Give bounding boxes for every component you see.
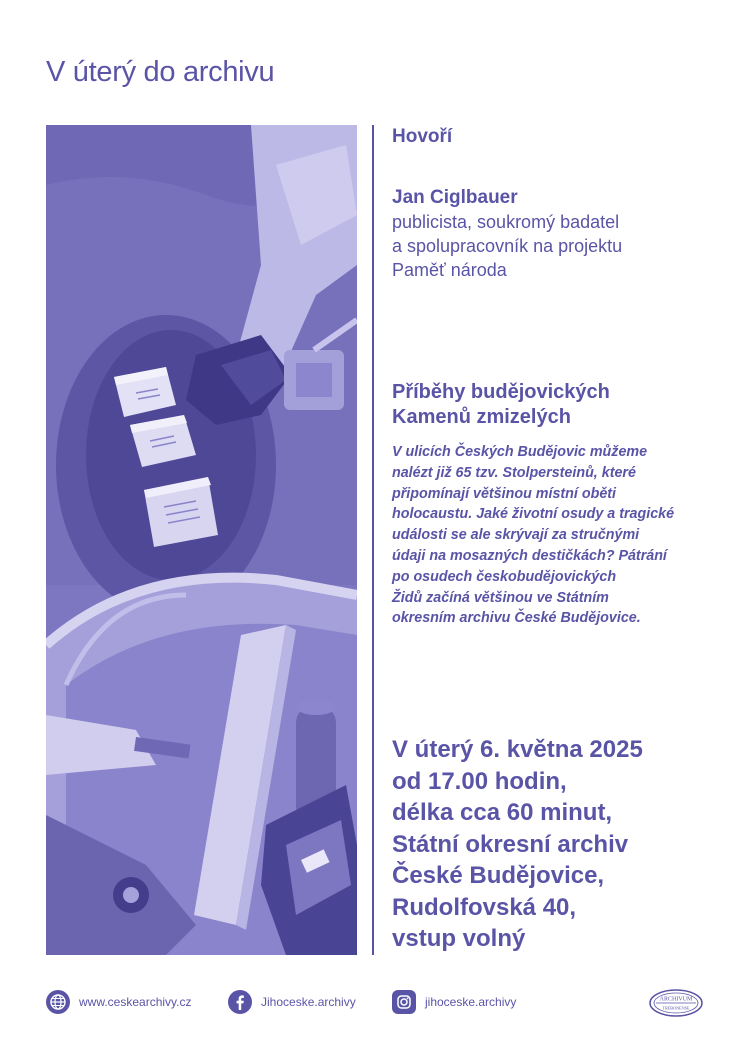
archive-seal-logo (648, 988, 704, 1023)
footer-instagram-text: jihoceske.archivy (425, 995, 517, 1009)
event-duration: délka cca 60 minut, (392, 799, 613, 826)
description-line: V ulicích Českých Budějovic můžeme (392, 444, 648, 460)
speaker-name: Jan Ciglbauer (392, 187, 518, 208)
globe-icon (46, 990, 70, 1014)
stolpersteine-photo (46, 125, 357, 955)
lecture-title-line: Kamenů zmizelých (392, 406, 571, 428)
event-details (392, 734, 732, 955)
lecture-title-line: Příběhy budějovických (392, 381, 610, 403)
footer-web-text: www.ceskearchivy.cz (79, 995, 192, 1009)
description-line: Židů začíná většinou ve Státním (392, 589, 609, 606)
event-city: České Budějovice, (392, 862, 605, 889)
speaker-role-line: Paměť národa (392, 260, 507, 280)
facebook-icon (228, 990, 252, 1014)
description-line: nalézt již 65 tzv. Stolpersteinů, které (392, 464, 636, 481)
speaker-role-line: a spolupracovník na projektu (392, 236, 623, 256)
event-time: od 17.00 hodin, (392, 767, 567, 795)
lecture-description (392, 442, 712, 629)
description-line: po osudech českobudějovických (392, 568, 617, 585)
logo-top-text: ARCHIVUM (659, 996, 693, 1003)
description-line: okresním archivu České Budějovice. (392, 610, 641, 627)
footer-web-link[interactable] (46, 987, 191, 1017)
event-venue: Státní okresní archiv (392, 830, 629, 858)
logo-bottom-text: TREBONENSE (662, 1005, 690, 1011)
footer-facebook-text: Jihoceske.archivy (261, 995, 356, 1009)
vertical-divider (372, 125, 374, 955)
description-line: události se ale skrývají za stručnými (392, 527, 640, 544)
speaker-label: Hovoří (392, 126, 453, 147)
description-line: údaji na mosazných destičkách? Pátrání (392, 547, 667, 564)
footer-instagram-link[interactable] (392, 987, 516, 1017)
event-admission: vstup volný (392, 925, 526, 952)
speaker-role-line: publicista, soukromý badatel (392, 212, 620, 232)
event-date: V úterý 6. května 2025 (392, 736, 643, 763)
instagram-icon (392, 990, 416, 1014)
page-title: V úterý do archivu (46, 56, 275, 88)
event-address: Rudolfovská 40, (392, 893, 577, 921)
description-line: připomínají většinou místní oběti (392, 485, 617, 502)
speaker-info (392, 186, 732, 282)
lecture-title (392, 380, 732, 430)
footer-facebook-link[interactable] (228, 987, 356, 1017)
description-line: holocaustu. Jaké životní osudy a tragické (392, 506, 675, 523)
footer (0, 987, 750, 1017)
